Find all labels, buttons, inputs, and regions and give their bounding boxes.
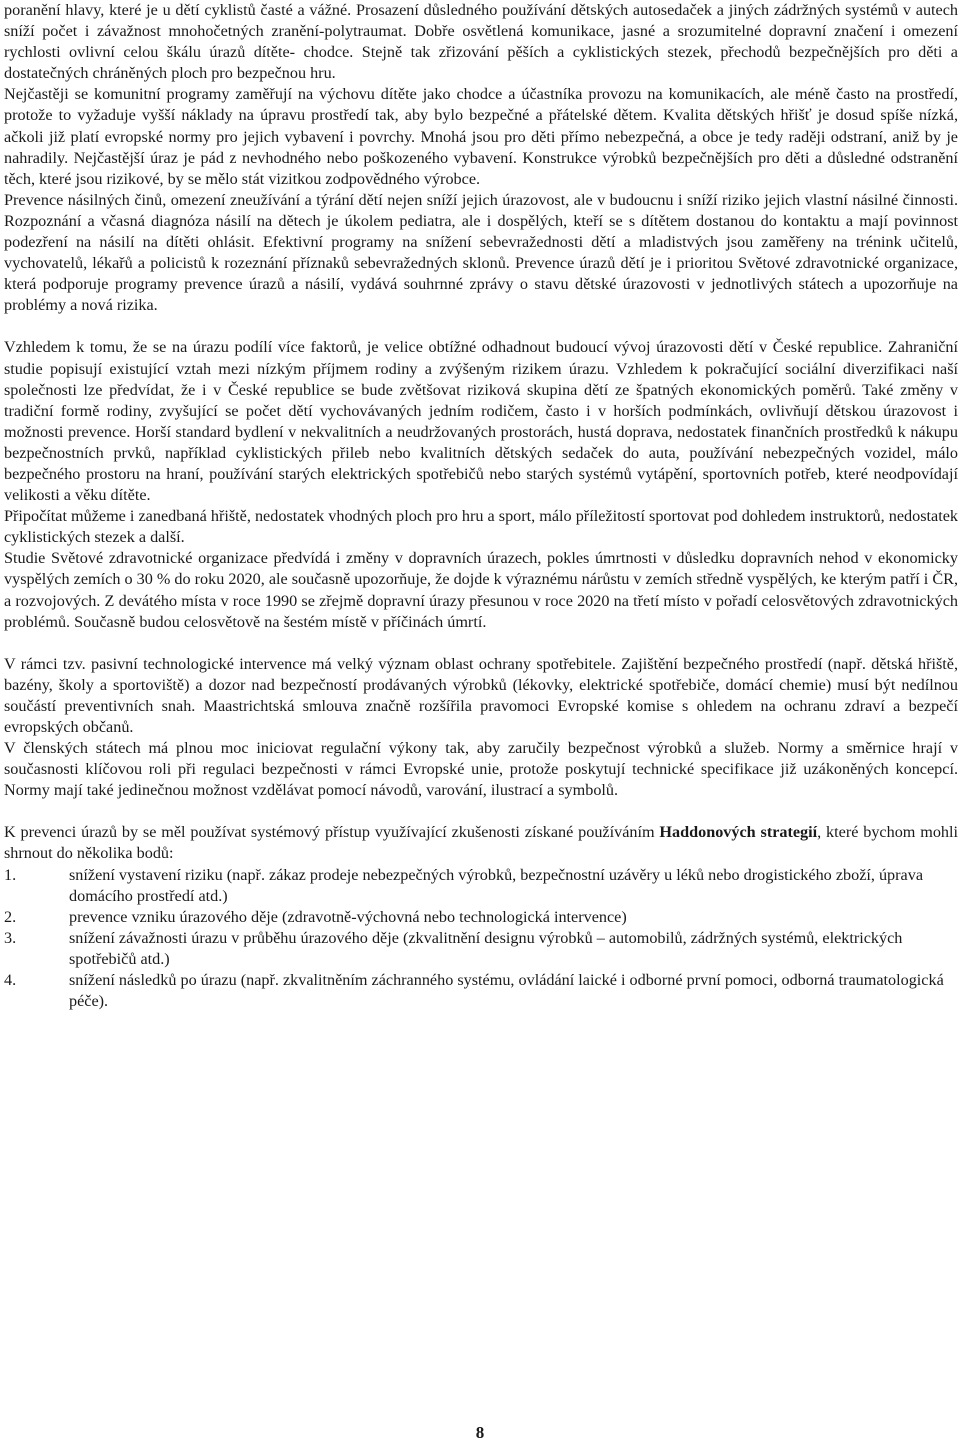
list-item [4, 907, 958, 928]
page-number: 8 [475, 1423, 485, 1442]
paragraph-gap [4, 801, 958, 822]
list-item-text: snížení vystavení riziku (např. zákaz prodeje nebezpečných výrobků, bezpečnostní uzávěry u léků nebo drogistického zboží, úprava domácího prostředí atd.) [69, 865, 924, 905]
paragraph-who-study: Studie Světové zdravotnické organizace předvídá i změny v dopravních úrazech, pokles úmrtnosti v důsledku dopravních nehod v ekonomicky vyspělých zemích o 30 % do roku 2020, ale současně upozorňuje, že dojde k výraznému nárůstu v zemích středně vyspělých, ke kterým patří i ČR, a rozvojových. Z devátého místa v roce 1990 se zřejmě dopravní úrazy přesunou v roce 2020 na třetí místo v pořadí celosvětových zdravotnických problémů. Současně budou celosvětově na šestém místě v příčinách úmrtí. [4, 549, 958, 631]
list-item-text: snížení následků po úrazu (např. zkvalitněním záchranného systému, ovládání laické i odborné první pomoci, odborná traumatologická péče). [69, 971, 944, 1011]
paragraph-playgrounds: Připočítat můžeme i zanedbaná hřiště, nedostatek vhodných ploch pro hru a sport, málo příležitostí sportovat pod dohledem instruktorů, nedostatek cyklistických stezek a další. [4, 507, 958, 547]
list-item-number: 1. [4, 865, 17, 884]
paragraph-consumer-protection: V rámci tzv. pasivní technologické intervence má velký význam oblast ochrany spotřebitele. Zajištění bezpečného prostředí (např. dětská hřiště, bazény, školy a sportoviště) a dozor nad bezpečností prodávaných výrobků (lékovky, elektrické spotřebiče, domácí chemie) musí být nedílnou součástí preventivních snah. Maastrichtská smlouva značně rozšířila pravomoci Evropské komise s ohledem na ochranu zdraví a bezpečí evropských občanů. [4, 654, 958, 736]
haddon-intro-text: K prevenci úrazů by se měl používat systémový přístup využívající zkušenosti získané používáním [4, 823, 655, 842]
list-item [4, 970, 958, 1012]
document-page [4, 0, 958, 1012]
list-item [4, 865, 958, 907]
list-item-number: 4. [4, 971, 17, 990]
haddon-strategies-list [4, 865, 958, 1013]
list-item-number: 3. [4, 928, 17, 947]
list-item-text: snížení závažnosti úrazu v průběhu úrazového děje (zkvalitnění designu výrobků – automobilů, zádržných systémů, elektrických spotřebičů atd.) [69, 928, 903, 968]
paragraph-violence-prevention: Prevence násilných činů, omezení zneužívání a týrání dětí nejen sníží jejich úrazovost, ale v budoucnu i sníží riziko jejich vlastní násilné činnosti. Rozpoznání a včasná diagnóza násilí na dětech je úkolem pediatra, ale i dospělých, kteří se s dítětem dostanou do kontaktu a mají povinnost podezření na násilí na dítěti ohlásit. Efektivní programy na snížení sebevražednosti dětí a mladistvých jsou zaměřeny na trénink učitelů, vychovatelů, lékařů a policistů k rozeznání příznaků sebevražedných sklonů. Prevence úrazů dětí je i prioritou Světové zdravotnické organizace, která podporuje programy prevence úrazů a násilí, vydává souhrnné zprávy o stavu dětské úrazovosti v jednotlivých státech a upozorňuje na problémy a nová rizika. [4, 190, 958, 315]
paragraph-community-programs: Nejčastěji se komunitní programy zaměřují na výchovu dítěte jako chodce a účastníka provozu na komunikacích, ale méně často na prostředí, protože to vyžaduje vyšší náklady na úpravu prostředí tak, aby bylo bezpečné a přátelské dětem. Kvalita dětských hřišť je dosud spíše nízká, ačkoli již platí evropské normy pro jejich vybavení i povrchy. Mnohá jsou pro děti přímo nebezpečná, a obce je tedy raději odstraní, aniž by je nahradily. Nejčastější úraz je pád z nevhodného nebo poškozeného vybavení. Konstrukce výrobků bezpečnějších pro děti a důsledné odstranění těch, které jsou rizikové, by se mělo stát vizitkou zodpovědného výrobce. [4, 85, 958, 188]
paragraph-gap [4, 316, 958, 337]
list-item-text: prevence vzniku úrazového děje (zdravotně-výchovná nebo technologická intervence) [69, 907, 627, 926]
paragraph-gap [4, 633, 958, 654]
list-item-number: 2. [4, 907, 17, 926]
paragraph-member-states: V členských státech má plnou moc iniciovat regulační výkony tak, aby zaručily bezpečnost výrobků a služeb. Normy a směrnice hrají v současnosti klíčovou roli při regulaci bezpečnosti v rámci Evropské unie, protože poskytují technické specifikace již uzákoněných koncepcí. Normy mají také jedinečnou možnost vzdělávat pomocí návodů, varování, ilustrací a symbolů. [4, 739, 958, 800]
paragraph-future-trends: Vzhledem k tomu, že se na úrazu podílí více faktorů, je velice obtížné odhadnout budoucí vývoj úrazovosti dětí v České republice. Zahraniční studie popisují existující vztah mezi nízkým příjmem rodiny a zvýšeným rizikem úrazu. Vzhledem k pokračující sociální diverzifikaci naší společnosti lze předvídat, že i v České republice se bude zvětšovat riziková skupina dětí ze špatných ekonomických poměrů. Také změny v tradiční formě rodiny, zvyšující se počet dětí vychovávaných jedním rodičem, často i v horších podmínkách, ovlivňují dětskou úrazovost i možnosti prevence. Horší standard bydlení v nekvalitních a neudržovaných prostorách, hustá doprava, nedostatek finančních prostředků k nákupu bezpečnostních prvků, například cyklistických přileb nebo kvalitních dětských sedaček do auta, používání nebezpečných vozidel, málo bezpečného prostoru na hraní, používání starých elektrických spotřebičů nebo starých systémů vytápění, sportovních potřeb, které neodpovídají velikosti a věku dítěte. [4, 338, 958, 505]
paragraph-road-safety: poranění hlavy, které je u dětí cyklistů časté a vážné. Prosazení důsledného používání dětských autosedaček a jiných zádržných systémů v autech sníží počet i závažnost mnohočetných zranění-polytraumat. Dobře osvětlená komunikace, jasné a srozumitelné dopravní značení i omezení rychlosti ovlivní celou škálu úrazů dítěte- chodce. Stejně tak zřizování pěších a cyklistických stezek, přechodů bezpečnějších pro děti a dostatečných chráněných ploch pro bezpečnou hru. [4, 1, 958, 83]
paragraph-haddon-intro [4, 822, 958, 864]
haddon-strategies-term: Haddonových strategií [659, 823, 818, 842]
list-item [4, 928, 958, 970]
haddon-outro-text: , které bychom mohli shrnout do několika bodů: [4, 823, 959, 863]
